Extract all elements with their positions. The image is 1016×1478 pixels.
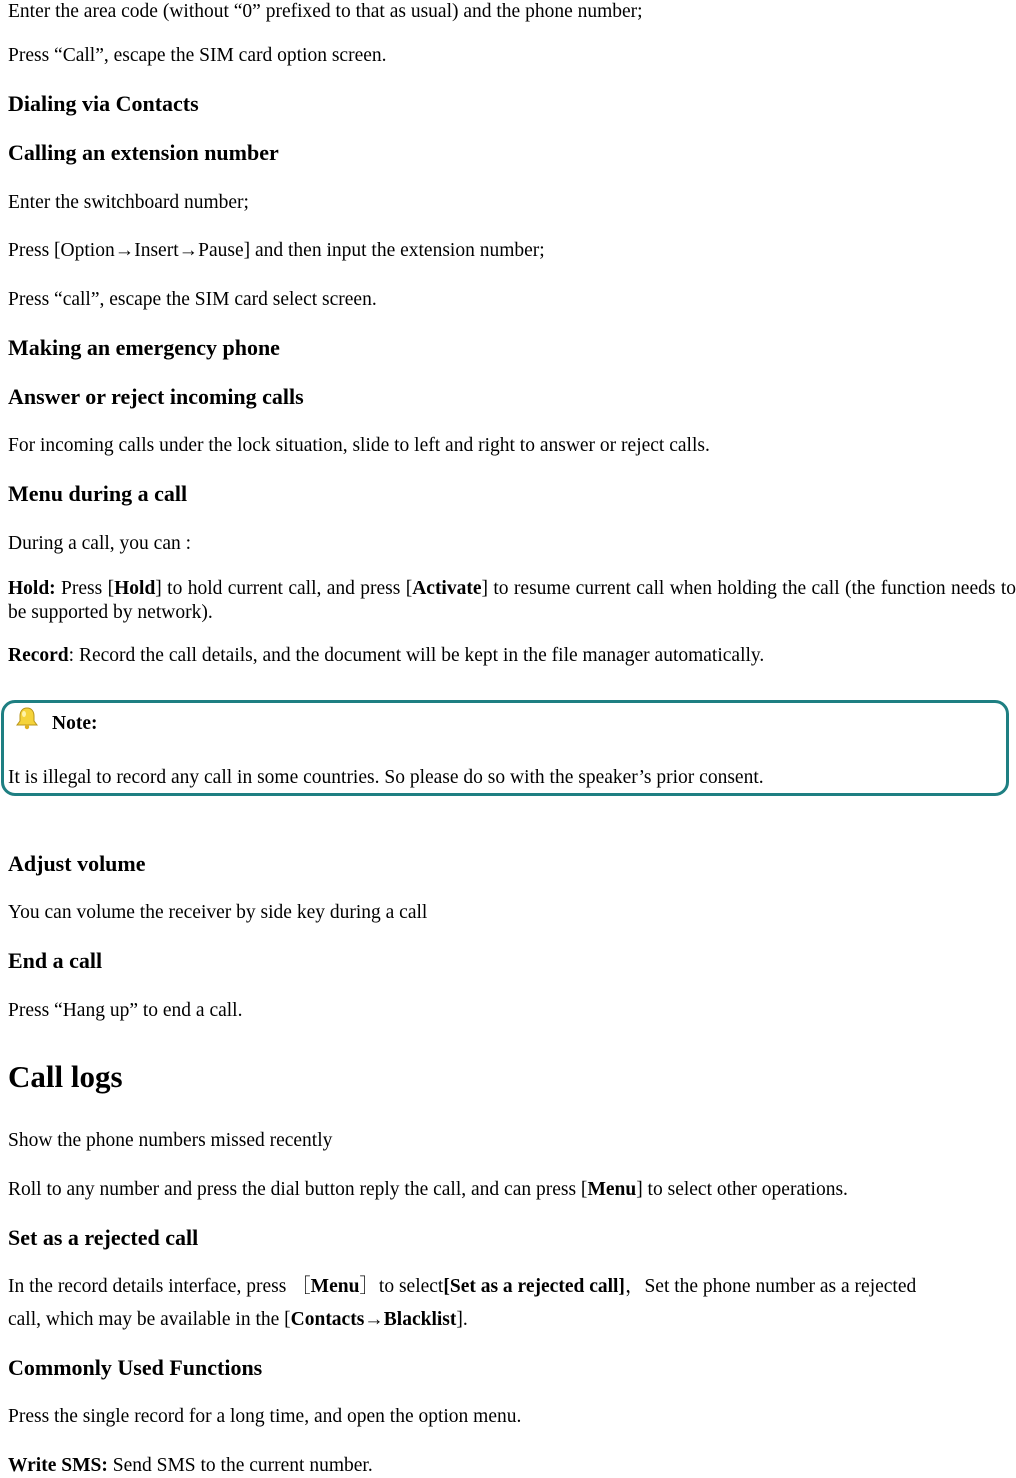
sms-text: Send SMS to the current number. <box>107 1455 373 1476</box>
note-title: Note: <box>52 713 98 734</box>
heading-end-call: End a call <box>8 948 103 973</box>
heading-rejected-call: Set as a rejected call <box>8 1225 199 1250</box>
record-paragraph <box>8 644 764 668</box>
bell-icon <box>14 705 40 731</box>
reject-text: ］to select <box>359 1276 444 1297</box>
heading-emergency: Making an emergency phone <box>8 335 280 360</box>
note-text: It is illegal to record any call in some countries. So please do so with the speaker’s prior consent. <box>8 767 764 788</box>
hold-paragraph <box>8 577 1016 625</box>
heading-extension: Calling an extension number <box>8 140 279 165</box>
reject-text: call, which may be available in the [ <box>8 1309 291 1330</box>
record-label: Record <box>8 645 69 666</box>
reject-text: ]. <box>456 1309 468 1330</box>
roll-paragraph <box>8 1178 848 1202</box>
text-line: Press “Hang up” to end a call. <box>8 1000 243 1021</box>
menu-key: Menu <box>587 1179 637 1200</box>
blacklist-key: Contacts→Blacklist <box>290 1309 457 1330</box>
heading-volume: Adjust volume <box>8 851 146 876</box>
text-line: Enter the switchboard number; <box>8 192 249 213</box>
sms-label: Write SMS: <box>8 1455 108 1476</box>
menu-key: Menu <box>310 1276 360 1297</box>
heading-menu-call: Menu during a call <box>8 481 188 506</box>
reject-line-1 <box>8 1275 916 1299</box>
roll-text: ] to select other operations. <box>636 1179 848 1200</box>
record-text: : Record the call details, and the document will be kept in the file manager automatically. <box>68 645 765 666</box>
text-line: Press the single record for a long time, and open the option menu. <box>8 1406 522 1427</box>
hold-key: Hold <box>114 578 156 599</box>
text-line: For incoming calls under the lock situation, slide to left and right to answer or reject calls. <box>8 435 710 456</box>
text-line: Press [Option→Insert→Pause] and then input the extension number; <box>8 240 545 261</box>
text-line: Enter the area code (without “0” prefixed to that as usual) and the phone number; <box>8 1 643 22</box>
text-line: You can volume the receiver by side key during a call <box>8 902 428 923</box>
heading-dialing-contacts: Dialing via Contacts <box>8 91 199 116</box>
hold-label: Hold: <box>8 578 56 599</box>
sms-line <box>8 1454 373 1478</box>
reject-text: ，Set the phone number as a rejected <box>624 1276 917 1297</box>
reject-text: In the record details interface, press ［ <box>8 1276 311 1297</box>
text-line: Press “Call”, escape the SIM card option screen. <box>8 45 387 66</box>
roll-text: Roll to any number and press the dial button reply the call, and can press [ <box>8 1179 588 1200</box>
text-line: Press “call”, escape the SIM card select screen. <box>8 289 377 310</box>
heading-call-logs: Call logs <box>8 1059 123 1094</box>
text-line: Show the phone numbers missed recently <box>8 1130 333 1151</box>
activate-key: Activate <box>412 578 482 599</box>
hold-text: ] to hold current call, and press [ <box>155 578 413 599</box>
rejected-call-key: [Set as a rejected call] <box>443 1276 625 1297</box>
heading-common-functions: Commonly Used Functions <box>8 1355 263 1380</box>
text-line: During a call, you can : <box>8 533 192 554</box>
heading-answer: Answer or reject incoming calls <box>8 384 304 409</box>
reject-line-2 <box>8 1308 468 1332</box>
hold-text: ] to resume current call when holding the call (the function needs to be supported by network). <box>8 578 1016 623</box>
hold-text: Press [ <box>55 578 115 599</box>
